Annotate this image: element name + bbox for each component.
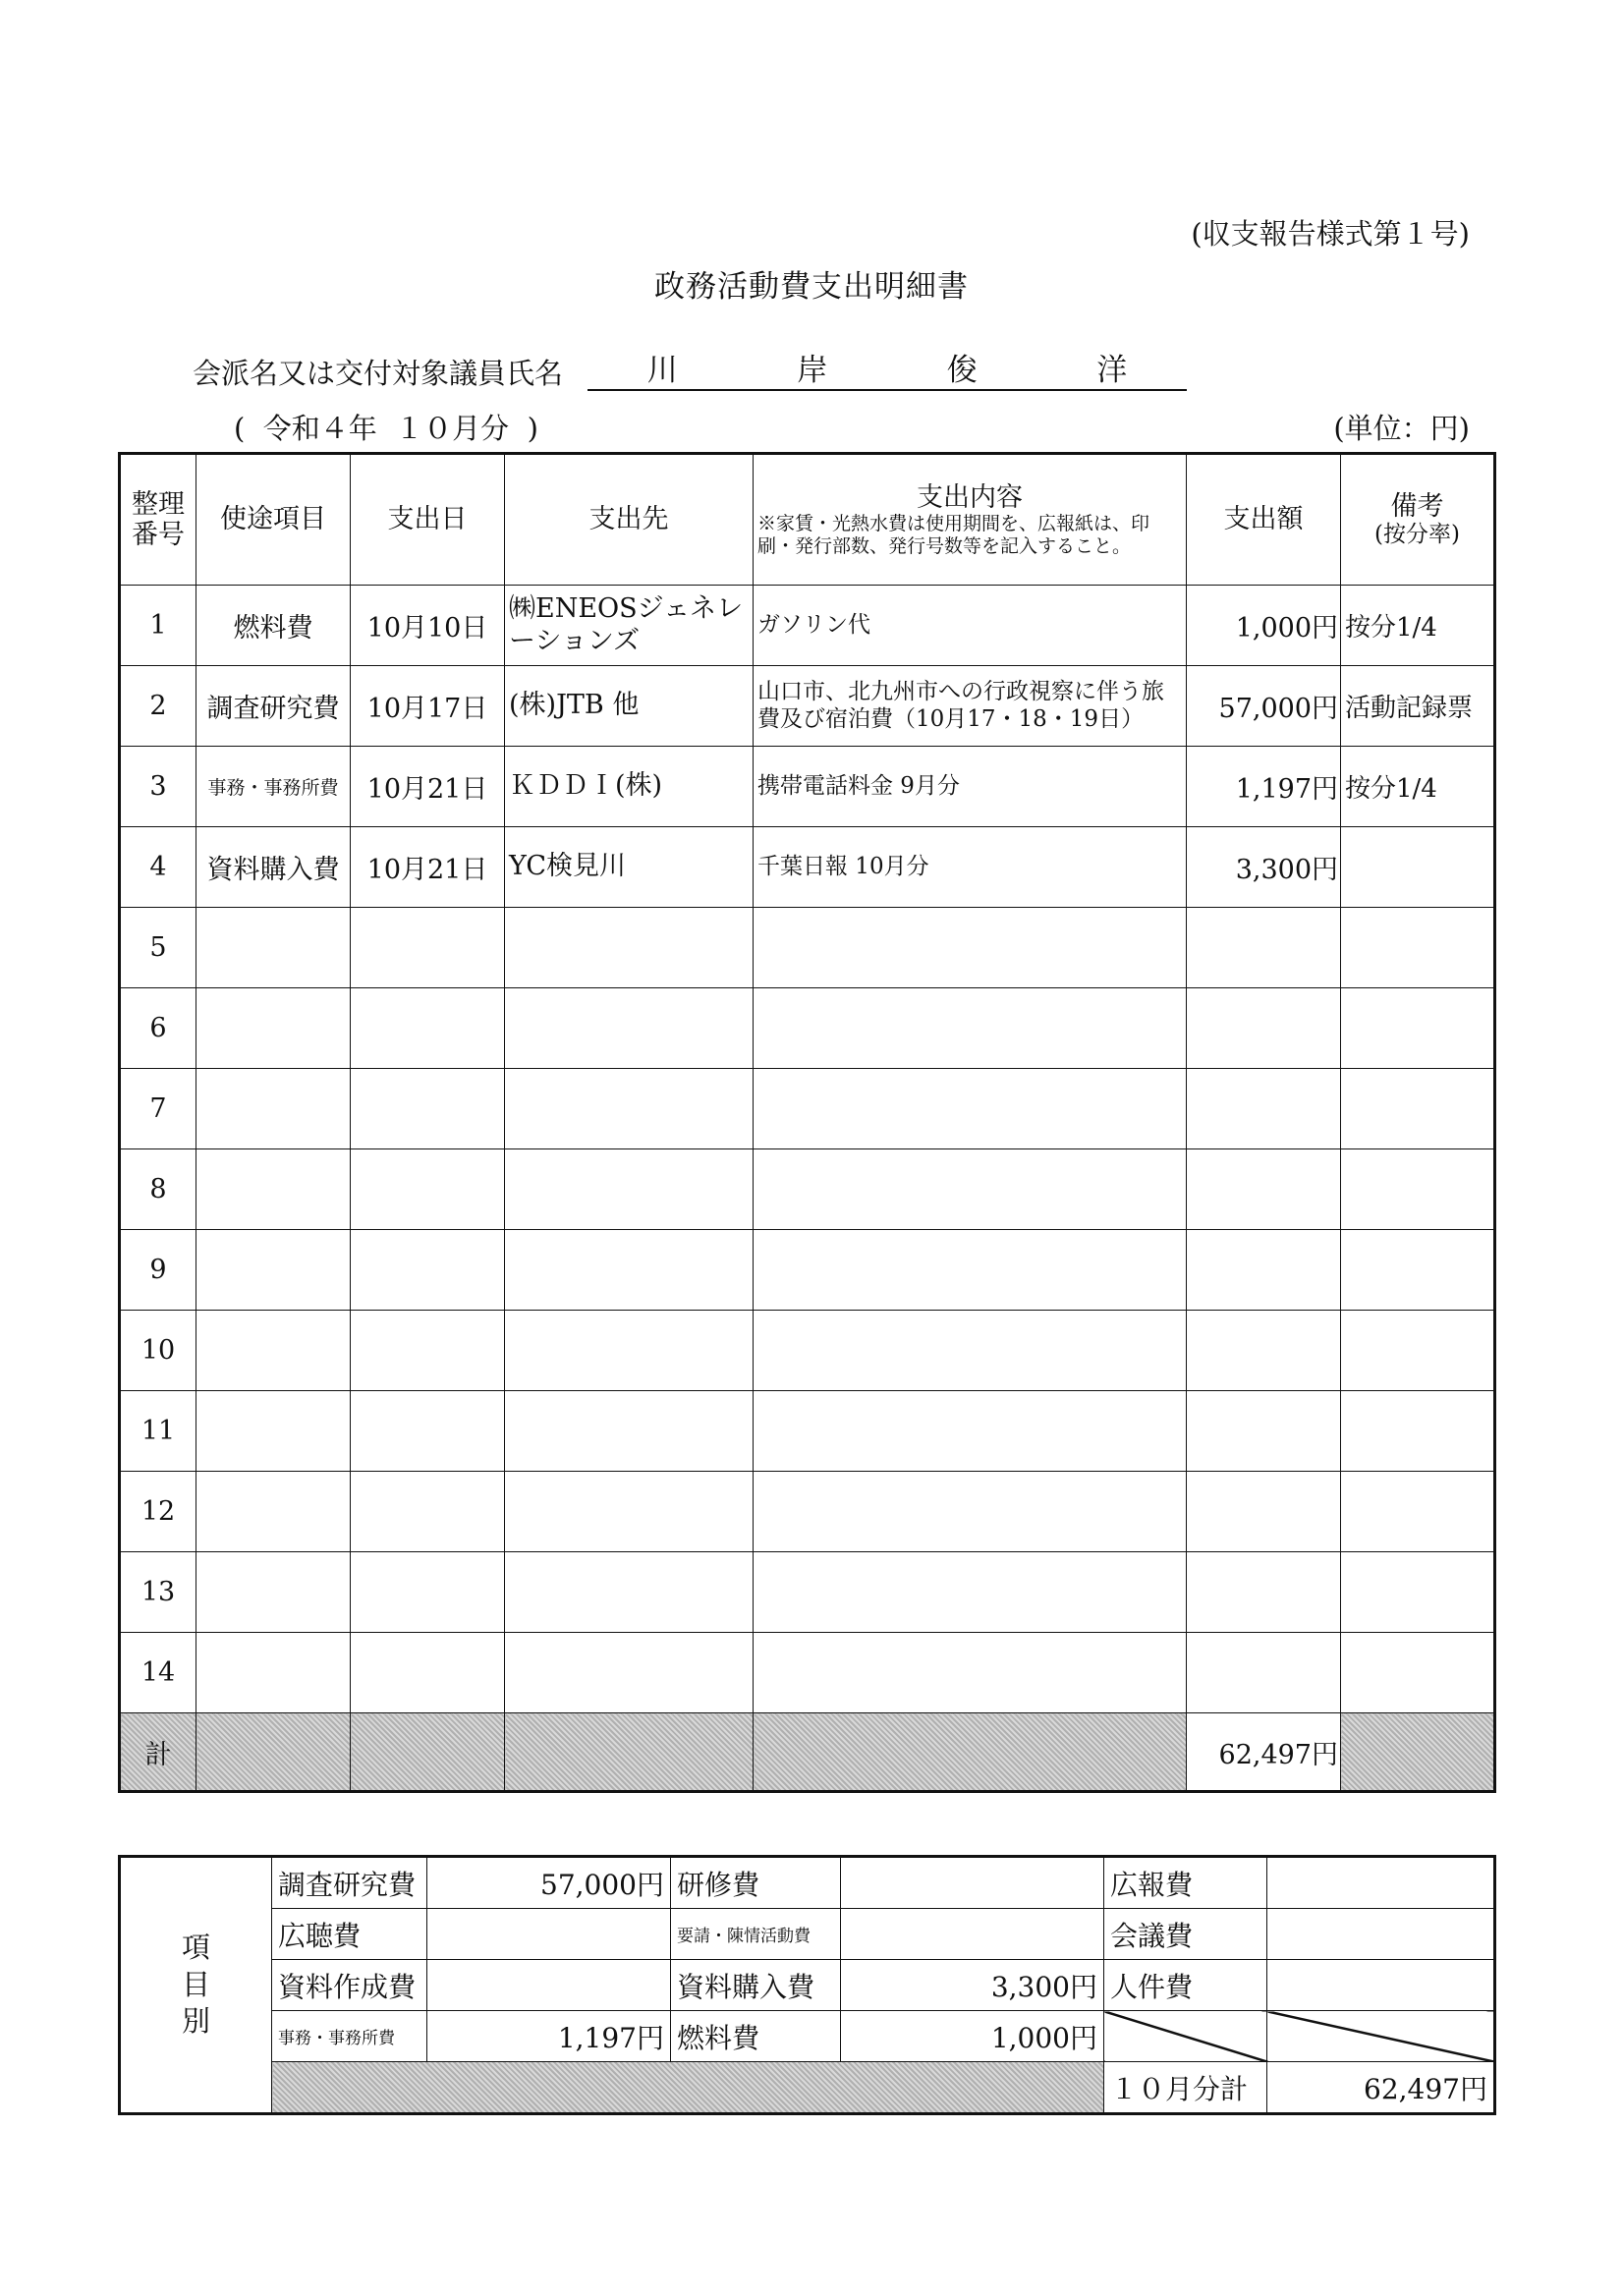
row-date	[351, 1069, 505, 1149]
row-amount: 1,197円	[1187, 747, 1341, 827]
summary-value-docmaking	[427, 1960, 671, 2011]
summary-value-month-total: 62,497円	[1267, 2062, 1495, 2114]
row-payee	[505, 1149, 754, 1230]
row-payee	[505, 1391, 754, 1472]
row-date	[351, 1391, 505, 1472]
row-category	[196, 1552, 351, 1633]
row-date	[351, 1311, 505, 1391]
member-name-char: 洋	[1096, 353, 1128, 388]
summary-value-training	[841, 1857, 1104, 1909]
row-remarks	[1341, 1069, 1495, 1149]
row-no: 8	[120, 1149, 196, 1230]
row-content: 山口市、北九州市への行政視察に伴う旅費及び宿泊費（10月17・18・19日）	[754, 666, 1187, 747]
row-payee: (株)JTB 他	[505, 666, 754, 747]
total-label: 計	[120, 1713, 196, 1792]
summary-value-hearing	[427, 1909, 671, 1960]
shaded-cell	[505, 1713, 754, 1792]
summary-row	[120, 1857, 1495, 1909]
row-payee	[505, 1311, 754, 1391]
row-content	[754, 1149, 1187, 1230]
row-content	[754, 1311, 1187, 1391]
member-label: 会派名又は交付対象議員氏名	[193, 357, 564, 390]
table-row	[120, 1472, 1495, 1552]
diagonal-cell	[1267, 2011, 1495, 2062]
row-remarks: 按分1/4	[1341, 747, 1495, 827]
row-date	[351, 1633, 505, 1713]
row-category: 事務・事務所費	[196, 747, 351, 827]
header-content-note: ※家賃・光熱水費は使用期間を、広報紙は、印刷・発行部数、発行号数等を記入すること。	[757, 512, 1150, 557]
row-no: 12	[120, 1472, 196, 1552]
summary-row	[120, 2062, 1495, 2114]
unit-label: (単位：円)	[1333, 412, 1470, 445]
row-no: 3	[120, 747, 196, 827]
summary-value-petition	[841, 1909, 1104, 1960]
member-name	[588, 348, 1187, 391]
row-no: 11	[120, 1391, 196, 1472]
row-category: 燃料費	[196, 586, 351, 666]
summary-label-fuel: 燃料費	[671, 2011, 841, 2062]
row-content	[754, 908, 1187, 988]
expense-table	[118, 452, 1496, 1793]
shaded-cell	[1341, 1713, 1495, 1792]
header-remarks-sub: (按分率)	[1374, 522, 1460, 548]
row-category	[196, 1633, 351, 1713]
summary-side-label: 項目別	[120, 1857, 272, 2114]
row-category	[196, 1472, 351, 1552]
row-category: 調査研究費	[196, 666, 351, 747]
row-amount	[1187, 1149, 1341, 1230]
header-content-title: 支出内容	[917, 481, 1023, 513]
row-content: ガソリン代	[754, 586, 1187, 666]
summary-value-office: 1,197円	[427, 2011, 671, 2062]
row-date	[351, 1552, 505, 1633]
row-no: 6	[120, 988, 196, 1069]
table-row	[120, 586, 1495, 666]
member-name-char: 俊	[946, 353, 978, 388]
row-content	[754, 1472, 1187, 1552]
row-no: 14	[120, 1633, 196, 1713]
row-payee	[505, 1230, 754, 1311]
row-no: 1	[120, 586, 196, 666]
summary-row	[120, 1960, 1495, 2011]
row-category	[196, 908, 351, 988]
row-amount: 3,300円	[1187, 827, 1341, 908]
summary-value-meeting	[1267, 1909, 1495, 1960]
table-row	[120, 747, 1495, 827]
row-remarks	[1341, 1311, 1495, 1391]
summary-label-docpurchase: 資料購入費	[671, 1960, 841, 2011]
row-no: 10	[120, 1311, 196, 1391]
table-row	[120, 1311, 1495, 1391]
summary-label-research: 調査研究費	[272, 1857, 427, 1909]
row-date	[351, 1472, 505, 1552]
row-date	[351, 1149, 505, 1230]
summary-label-meeting: 会議費	[1104, 1909, 1267, 1960]
row-amount	[1187, 1552, 1341, 1633]
period: ( 令和４年 １０月分 )	[234, 412, 538, 445]
row-category	[196, 988, 351, 1069]
row-no: 9	[120, 1230, 196, 1311]
row-payee: YC検見川	[505, 827, 754, 908]
member-name-char: 岸	[797, 353, 828, 388]
table-header-row	[120, 454, 1495, 586]
summary-label-pr: 広報費	[1104, 1857, 1267, 1909]
row-payee	[505, 1633, 754, 1713]
row-amount: 1,000円	[1187, 586, 1341, 666]
row-remarks	[1341, 1149, 1495, 1230]
shaded-cell	[351, 1713, 505, 1792]
row-amount	[1187, 1230, 1341, 1311]
row-no: 7	[120, 1069, 196, 1149]
row-amount	[1187, 1633, 1341, 1713]
row-payee	[505, 1552, 754, 1633]
table-row	[120, 988, 1495, 1069]
summary-row	[120, 1909, 1495, 1960]
row-amount: 57,000円	[1187, 666, 1341, 747]
row-remarks	[1341, 908, 1495, 988]
summary-table	[118, 1855, 1496, 2115]
row-remarks	[1341, 1391, 1495, 1472]
summary-label-personnel: 人件費	[1104, 1960, 1267, 2011]
row-remarks	[1341, 1230, 1495, 1311]
row-payee	[505, 908, 754, 988]
summary-label-docmaking: 資料作成費	[272, 1960, 427, 2011]
table-row	[120, 1391, 1495, 1472]
form-number: (収支報告様式第１号)	[1191, 217, 1470, 251]
row-content: 千葉日報 10月分	[754, 827, 1187, 908]
row-payee: ＫＤＤＩ(株)	[505, 747, 754, 827]
row-content	[754, 1391, 1187, 1472]
row-category	[196, 1391, 351, 1472]
table-row	[120, 666, 1495, 747]
shaded-cell	[754, 1713, 1187, 1792]
summary-value-pr	[1267, 1857, 1495, 1909]
row-amount	[1187, 1311, 1341, 1391]
row-amount	[1187, 908, 1341, 988]
row-content	[754, 1069, 1187, 1149]
table-row	[120, 1552, 1495, 1633]
row-no: 13	[120, 1552, 196, 1633]
row-category: 資料購入費	[196, 827, 351, 908]
row-amount	[1187, 1472, 1341, 1552]
row-remarks	[1341, 1472, 1495, 1552]
row-payee	[505, 1069, 754, 1149]
summary-label-petition: 要請・陳情活動費	[671, 1909, 841, 1960]
member-name-char: 川	[646, 353, 678, 388]
row-content: 携帯電話料金 9月分	[754, 747, 1187, 827]
header-remarks-title: 備考	[1390, 491, 1444, 523]
table-row	[120, 1633, 1495, 1713]
summary-value-personnel	[1267, 1960, 1495, 2011]
row-remarks	[1341, 827, 1495, 908]
table-row	[120, 1230, 1495, 1311]
row-amount	[1187, 988, 1341, 1069]
row-content	[754, 988, 1187, 1069]
header-amount: 支出額	[1187, 454, 1341, 586]
header-date: 支出日	[351, 454, 505, 586]
row-remarks: 活動記録票	[1341, 666, 1495, 747]
summary-value-fuel: 1,000円	[841, 2011, 1104, 2062]
row-remarks	[1341, 1552, 1495, 1633]
row-category	[196, 1149, 351, 1230]
header-content	[754, 454, 1187, 586]
row-payee	[505, 988, 754, 1069]
row-date	[351, 988, 505, 1069]
row-content	[754, 1230, 1187, 1311]
row-no: 4	[120, 827, 196, 908]
table-row	[120, 1149, 1495, 1230]
total-row	[120, 1713, 1495, 1792]
summary-label-month-total: １０月分計	[1104, 2062, 1267, 2114]
row-remarks: 按分1/4	[1341, 586, 1495, 666]
row-date	[351, 908, 505, 988]
header-no: 整理番号	[120, 454, 196, 586]
summary-label-hearing: 広聴費	[272, 1909, 427, 1960]
row-category	[196, 1230, 351, 1311]
table-row	[120, 1069, 1495, 1149]
row-remarks	[1341, 1633, 1495, 1713]
row-amount	[1187, 1069, 1341, 1149]
summary-value-research: 57,000円	[427, 1857, 671, 1909]
header-remarks	[1341, 454, 1495, 586]
row-remarks	[1341, 988, 1495, 1069]
row-date: 10月21日	[351, 827, 505, 908]
total-amount: 62,497円	[1187, 1713, 1341, 1792]
row-category	[196, 1069, 351, 1149]
summary-label-office: 事務・事務所費	[272, 2011, 427, 2062]
table-row	[120, 908, 1495, 988]
shaded-cell	[196, 1713, 351, 1792]
row-no: 5	[120, 908, 196, 988]
row-no: 2	[120, 666, 196, 747]
shaded-cell	[272, 2062, 1104, 2114]
row-date	[351, 1230, 505, 1311]
summary-row	[120, 2011, 1495, 2062]
row-content	[754, 1552, 1187, 1633]
row-date: 10月21日	[351, 747, 505, 827]
row-amount	[1187, 1391, 1341, 1472]
row-content	[754, 1633, 1187, 1713]
document-title: 政務活動費支出明細書	[654, 269, 969, 305]
header-category: 使途項目	[196, 454, 351, 586]
row-payee: ㈱ENEOSジェネレーションズ	[505, 586, 754, 666]
table-row	[120, 827, 1495, 908]
row-date: 10月10日	[351, 586, 505, 666]
diagonal-cell	[1104, 2011, 1267, 2062]
row-date: 10月17日	[351, 666, 505, 747]
header-payee: 支出先	[505, 454, 754, 586]
row-category	[196, 1311, 351, 1391]
summary-value-docpurchase: 3,300円	[841, 1960, 1104, 2011]
summary-label-training: 研修費	[671, 1857, 841, 1909]
row-payee	[505, 1472, 754, 1552]
